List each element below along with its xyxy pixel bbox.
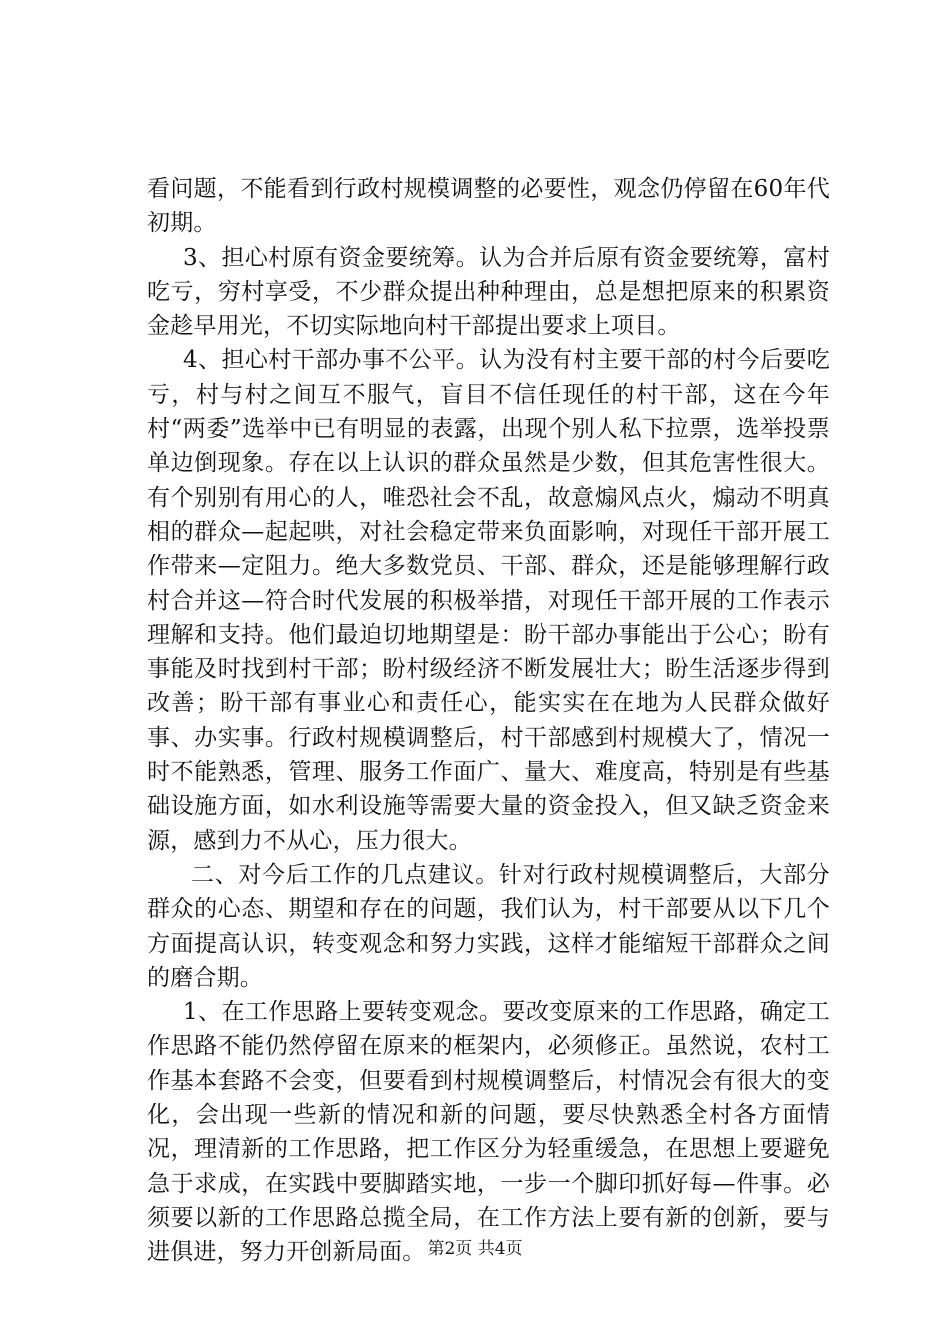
document-body (147, 172, 830, 1270)
paragraph-section-2: 二、对今后工作的几点建议。针对行政村规模调整后，大部分群众的心态、期望和存在的问题，我们认为，村干部要从以下几个方面提高认识，转变观念和努力实践，这样才能缩短干部群众之间的磨合期。 (147, 861, 830, 991)
paragraph-suggestion-1: 1、在工作思路上要转变观念。要改变原来的工作思路，确定工作思路不能仍然停留在原来的框架内，必须修正。虽然说，农村工作基本套路不会变，但要看到村规模调整后，村情况会有很大的变化，会出现一些新的情况和新的问题，要尽快熟悉全村各方面情况，理清新的工作思路，把工作区分为轻重缓急，在思想上要避免急于求成，在实践中要脚踏实地，一步一个脚印抓好每—件事。必须要以新的工作思路总揽全局，在工作方法上要有新的创新，要与进俱进，努力开创新局面。 (147, 999, 830, 1266)
paragraph-continuation: 看问题，不能看到行政村规模调整的必要性，观念仍停留在60年代初期。 (147, 176, 830, 237)
paragraph-item-3: 3、担心村原有资金要统筹。认为合并后原有资金要统筹，富村吃亏，穷村享受，不少群众提出种种理由，总是想把原来的积累资金趁早用光，不切实际地向村干部提出要求上项目。 (147, 244, 830, 340)
paragraph-item-4: 4、担心村干部办事不公平。认为没有村主要干部的村今后要吃亏，村与村之间互不服气，盲目不信任现任的村干部，这在今年村“两委”选举中已有明显的表露，出现个别人私下拉票，选举投票单边倒现象。存在以上认识的群众虽然是少数，但其危害性很大。有个别别有用心的人，唯恐社会不乱，故意煽风点火，煽动不明真相的群众—起起哄，对社会稳定带来负面影响，对现任干部开展工作带来—定阻力。绝大多数党员、干部、群众，还是能够理解行政村合并这—符合时代发展的积极举措，对现任干部开展的工作表示理解和支持。他们最迫切地期望是：盼干部办事能出于公心；盼有事能及时找到村干部；盼村级经济不断发展壮大；盼生活逐步得到改善；盼干部有事业心和责任心，能实实在在地为人民群众做好事、办实事。行政村规模调整后，村干部感到村规模大了，情况一时不能熟悉，管理、服务工作面广、量大、难度高，特别是有些基础设施方面，如水利设施等需要大量的资金投入，但又缺乏资金来源，感到力不从心，压力很大。 (147, 347, 830, 854)
page-footer: 第2页 共4页 (427, 1239, 523, 1259)
